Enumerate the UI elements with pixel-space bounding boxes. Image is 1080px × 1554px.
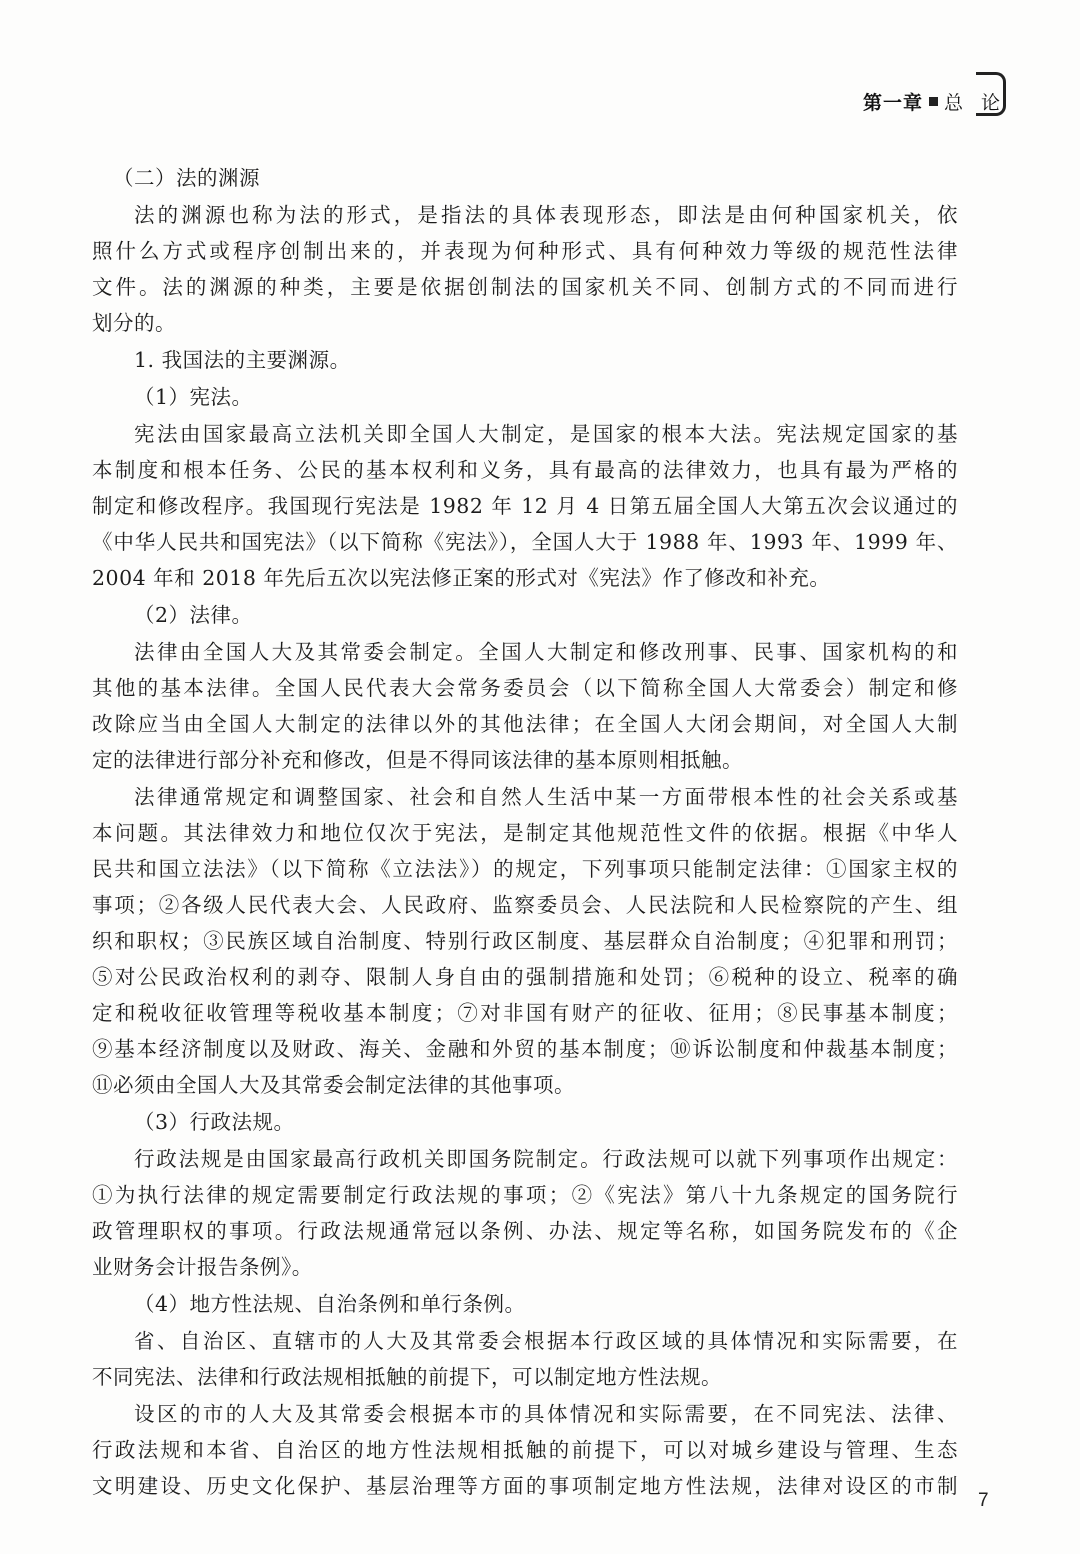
text-line: 文件。法的渊源的种类，主要是依据创制法的国家机关不同、创制方式的不同而进行 — [92, 275, 958, 299]
text-line: （4）地方性法规、自治条例和单行条例。 — [134, 1292, 526, 1316]
text-line: ①为执行法律的规定需要制定行政法规的事项；②《宪法》第八十九条规定的国务院行 — [92, 1183, 958, 1207]
text-line: 事项；②各级人民代表大会、人民政府、监察委员会、人民法院和人民检察院的产生、组 — [92, 893, 958, 917]
text-line: 省、自治区、直辖市的人大及其常委会根据本行政区域的具体情况和实际需要，在 — [134, 1329, 958, 1353]
chapter-title: 总 论 — [943, 92, 1006, 114]
text-line: 不同宪法、法律和行政法规相抵触的前提下，可以制定地方性法规。 — [92, 1365, 722, 1389]
chapter-label: 第一章 — [862, 92, 923, 114]
text-line: 行政法规和本省、自治区的地方性法规相抵触的前提下，可以对城乡建设与管理、生态 — [92, 1438, 958, 1462]
text-line: 划分的。 — [92, 311, 176, 335]
text-line: 定的法律进行部分补充和修改，但是不得同该法律的基本原则相抵触。 — [92, 748, 743, 772]
text-line: 定和税收征收管理等税收基本制度；⑦对非国有财产的征收、征用；⑧民事基本制度； — [92, 1001, 958, 1025]
text-line: 政管理职权的事项。行政法规通常冠以条例、办法、规定等名称，如国务院发布的《企 — [92, 1219, 958, 1243]
text-line: 2004 年和 2018 年先后五次以宪法修正案的形式对《宪法》作了修改和补充。 — [92, 566, 831, 590]
text-line: 业财务会计报告条例》。 — [92, 1255, 313, 1279]
text-line: 民共和国立法法》（以下简称《立法法》）的规定，下列事项只能制定法律：①国家主权的 — [92, 857, 958, 881]
text-line: 制定和修改程序。我国现行宪法是 1982 年 12 月 4 日第五届全国人大第五次会议通过的 — [92, 494, 958, 518]
text-line: 织和职权；③民族区域自治制度、特别行政区制度、基层群众自治制度；④犯罪和刑罚； — [92, 929, 958, 953]
text-line: ⑨基本经济制度以及财政、海关、金融和外贸的基本制度；⑩诉讼制度和仲裁基本制度； — [92, 1037, 958, 1061]
text-line: 法律由全国人大及其常委会制定。全国人大制定和修改刑事、民事、国家机构的和 — [134, 640, 958, 664]
text-line: 本制度和根本任务、公民的基本权利和义务，具有最高的法律效力，也具有最为严格的 — [92, 458, 958, 482]
text-line: 法律通常规定和调整国家、社会和自然人生活中某一方面带根本性的社会关系或基 — [134, 785, 958, 809]
text-line: 行政法规是由国家最高行政机关即国务院制定。行政法规可以就下列事项作出规定： — [134, 1147, 958, 1171]
page-number: 7 — [978, 1490, 989, 1511]
corner-bracket-icon — [976, 72, 1006, 116]
text-line: （3）行政法规。 — [134, 1110, 295, 1134]
text-line: 文明建设、历史文化保护、基层治理等方面的事项制定地方性法规，法律对设区的市制 — [92, 1474, 958, 1498]
text-line: 《中华人民共和国宪法》（以下简称《宪法》），全国人大于 1988 年、1993 年、1999 年、 — [92, 530, 958, 554]
text-line: 宪法由国家最高立法机关即全国人大制定，是国家的根本大法。宪法规定国家的基 — [134, 422, 958, 446]
text-line: 其他的基本法律。全国人民代表大会常务委员会（以下简称全国人大常委会）制定和修 — [92, 676, 958, 700]
text-line: （1）宪法。 — [134, 385, 253, 409]
separator-square-icon — [929, 97, 938, 106]
text-line: （2）法律。 — [134, 603, 253, 627]
text-line: 照什么方式或程序创制出来的，并表现为何种形式、具有何种效力等级的规范性法律 — [92, 239, 958, 263]
body-text — [92, 160, 958, 1504]
text-line: 本问题。其法律效力和地位仅次于宪法，是制定其他规范性文件的依据。根据《中华人 — [92, 821, 958, 845]
text-line: 改除应当由全国人大制定的法律以外的其他法律；在全国人大闭会期间，对全国人大制 — [92, 712, 958, 736]
text-line: ⑤对公民政治权利的剥夺、限制人身自由的强制措施和处罚；⑥税种的设立、税率的确 — [92, 965, 958, 989]
text-line: 设区的市的人大及其常委会根据本市的具体情况和实际需要，在不同宪法、法律、 — [134, 1402, 958, 1426]
text-line: 法的渊源也称为法的形式，是指法的具体表现形态，即法是由何种国家机关，依 — [134, 203, 958, 227]
text-line: ⑪必须由全国人大及其常委会制定法律的其他事项。 — [92, 1073, 575, 1097]
text-line: 1. 我国法的主要渊源。 — [134, 348, 351, 372]
text-line: （二）法的渊源 — [113, 166, 260, 190]
